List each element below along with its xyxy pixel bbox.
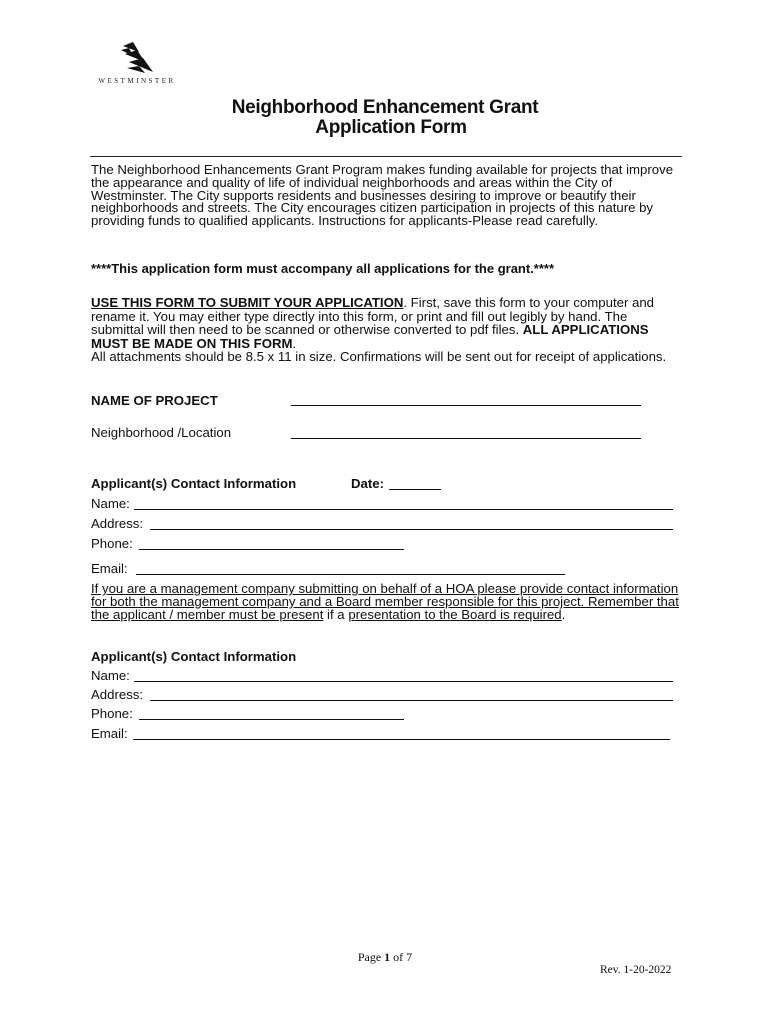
form-title-line-2: Application Form [315,117,467,138]
hoa-note-end: . [561,607,566,622]
intro-paragraph: The Neighborhood Enhancements Grant Program makes funding available for projects that improve the appearance and quality of life of individual neighborhoods and areas within the City of Westminster. The City supports residents and businesses desiring to improve or beautify their neighborhoods and streets. The City encourages citizen participation in projects of this nature by providing funds to qualified applicants. Instructions for applicants-Please read carefully. [91,162,674,229]
contact-info-heading: Applicant(s) Contact Information [91,476,297,491]
contact1-address-label: Address: [91,516,144,531]
project-name-field[interactable] [291,405,641,406]
logo-wordmark: WESTMINSTER [98,77,176,85]
instructions-paragraph [91,296,681,364]
contact2-email-field[interactable] [133,739,670,740]
page-number [0,950,770,965]
instructions-text-2: . [292,335,297,351]
contact1-email-label: Email: [91,561,128,576]
project-name-label: NAME OF PROJECT [91,393,218,408]
date-label: Date: [351,476,384,491]
westminster-logo-icon [119,40,155,74]
instructions-text-3: All attachments should be 8.5 x 11 in size. Confirmations will be sent out for receipt of applications. [91,349,667,364]
contact2-address-label: Address: [91,687,144,702]
contact1-phone-field[interactable] [139,549,404,550]
contact1-email-field[interactable] [136,574,565,575]
notice-text: ****This application form must accompany all applications for the grant.**** [91,261,555,276]
instructions-lead: USE THIS FORM TO SUBMIT YOUR APPLICATION [91,295,404,310]
neighborhood-label: Neighborhood /Location [91,425,232,440]
revision-date: Rev. 1-20-2022 [600,964,672,976]
hoa-note-text: If you are a management company submitting on behalf of a HOA please provide contact information for both the management company and a Board member responsible for this project. Remember that the applicant / member must be present [91,581,679,622]
page-total: 7 [406,950,413,964]
form-title-line-1: Neighborhood Enhancement Grant [231,97,539,118]
contact1-phone-label: Phone: [91,536,133,551]
contact2-email-label: Email: [91,726,128,741]
contact1-address-field[interactable] [150,529,673,530]
instructions-bold: ALL APPLICATIONS MUST BE MADE ON THIS FORM [91,322,649,351]
contact1-name-field[interactable] [134,509,673,510]
contact1-name-label: Name: [91,496,130,511]
instructions-text-1: . First, save this form to your computer and rename it. You may either type directly into this form, or print and fill out legibly by hand. The submittal will then need to be scanned or otherwise converted to pdf files. [91,295,655,337]
hoa-note-plain: if a [327,607,349,622]
contact2-address-field[interactable] [150,700,673,701]
page-of: of [393,950,404,964]
contact2-name-field[interactable] [134,681,673,682]
hoa-note [91,582,681,621]
contact2-phone-field[interactable] [139,719,404,720]
contact2-name-label: Name: [91,668,130,683]
date-field[interactable] [389,489,441,490]
title-divider [90,156,682,157]
contact2-phone-label: Phone: [91,706,133,721]
page-current: 1 [384,950,391,964]
contact-info-heading-2: Applicant(s) Contact Information [91,649,297,664]
neighborhood-field[interactable] [291,438,641,439]
page-prefix: Page [357,950,382,964]
hoa-note-text-2: presentation to the Board is required [348,607,562,622]
westminster-logo [92,40,182,90]
